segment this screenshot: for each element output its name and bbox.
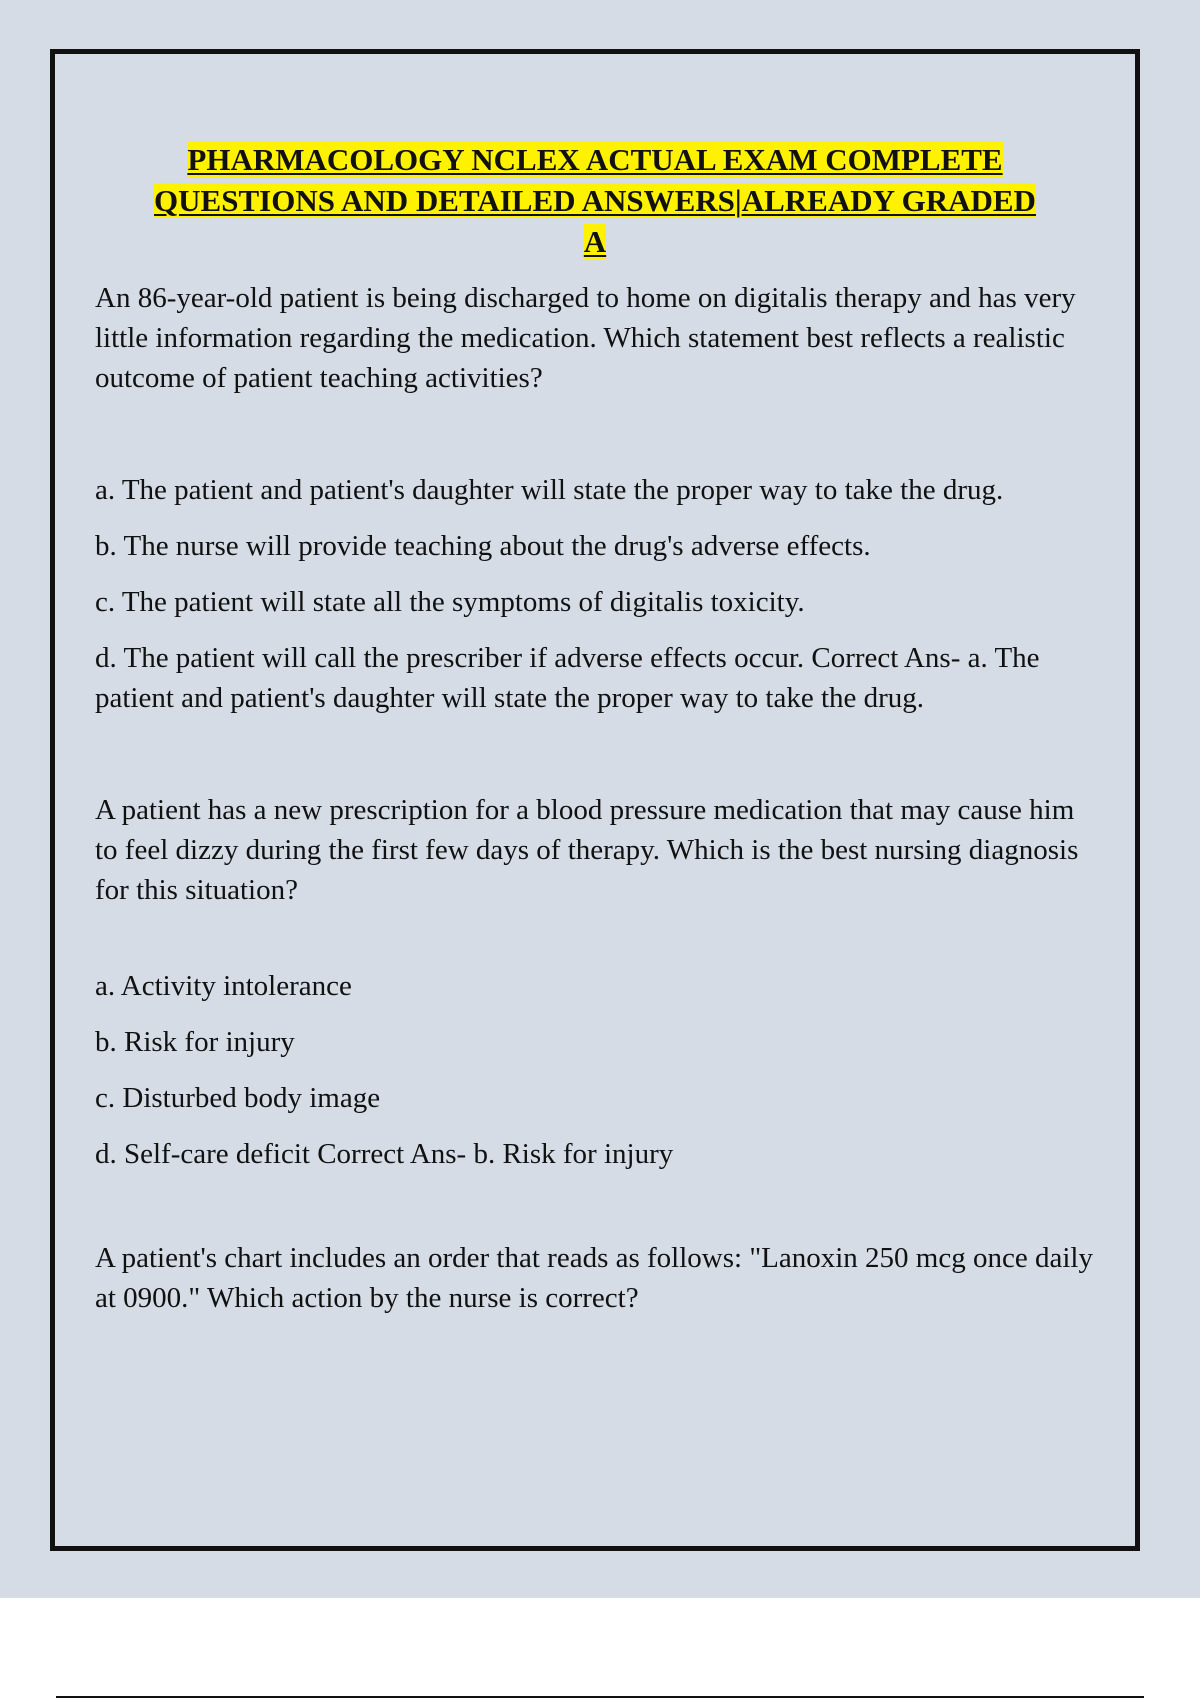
document-content: [95, 95, 1095, 1318]
question-2: [95, 790, 1095, 1174]
document-title: [95, 139, 1095, 262]
question-1-stem: An 86-year-old patient is being discharged to home on digitalis therapy and has very little information regarding the medication. Which statement best reflects a realistic outcome of patient teaching activities?: [95, 282, 1076, 394]
question-2-options: [95, 966, 1095, 1174]
question-2-stem: A patient has a new prescription for a blood pressure medication that may cause him to feel dizzy during the first few days of therapy. Which is the best nursing diagnosis for this situation?: [95, 794, 1079, 906]
question-2-option-a: a. Activity intolerance: [95, 970, 352, 1002]
title-line-1: PHARMACOLOGY NCLEX ACTUAL EXAM COMPLETE: [187, 142, 1003, 177]
question-1-option-a: a. The patient and patient's daughter will state the proper way to take the drug.: [95, 474, 1004, 506]
question-2-option-c: c. Disturbed body image: [95, 1082, 381, 1114]
title-line-2: QUESTIONS AND DETAILED ANSWERS|ALREADY GRADED: [154, 183, 1036, 218]
question-1-options: [95, 470, 1095, 718]
question-2-option-d-with-answer: d. Self-care deficit Correct Ans- b. Risk for injury: [95, 1138, 674, 1170]
question-1-option-c: c. The patient will state all the symptoms of digitalis toxicity.: [95, 586, 805, 618]
question-1: [95, 278, 1095, 718]
footer-divider: [56, 1696, 1144, 1698]
title-line-3: A: [583, 224, 607, 259]
question-1-option-b: b. The nurse will provide teaching about the drug's adverse effects.: [95, 530, 871, 562]
question-3: [95, 1238, 1095, 1318]
question-3-stem: A patient's chart includes an order that reads as follows: "Lanoxin 250 mcg once daily at 0900." Which action by the nurse is correct?: [95, 1242, 1093, 1314]
question-1-option-d-with-answer: d. The patient will call the prescriber if adverse effects occur. Correct Ans- a. The patient and patient's daughter will state the proper way to take the drug.: [95, 642, 1040, 714]
question-2-option-b: b. Risk for injury: [95, 1026, 295, 1058]
